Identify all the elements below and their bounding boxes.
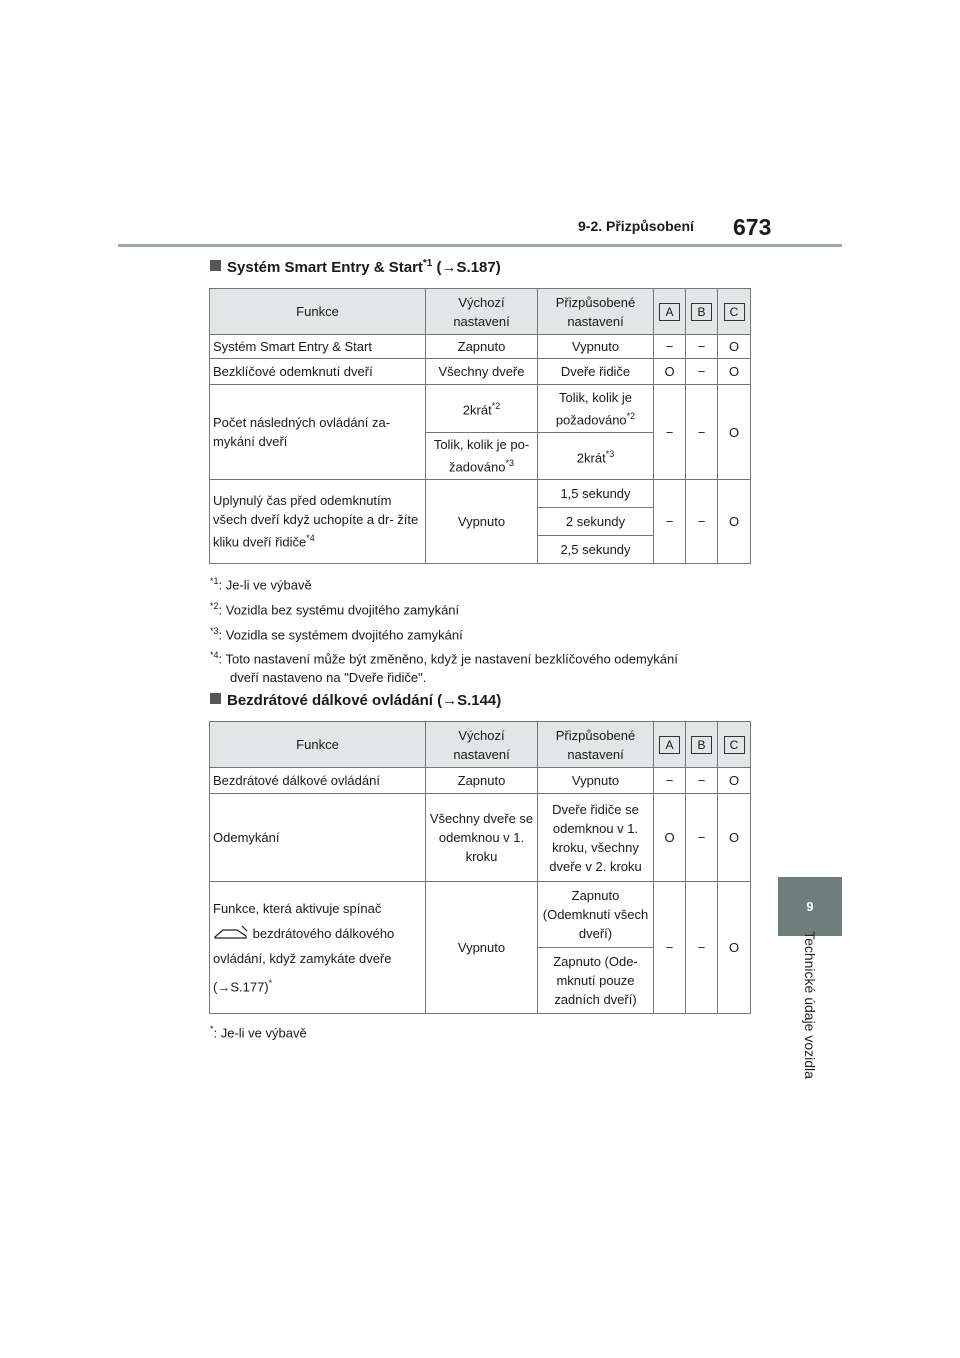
table-row: Bezklíčové odemknutí dveří Všechny dveře Dveře řidiče O − O: [210, 359, 751, 385]
header-c: C: [718, 289, 751, 335]
table-row: Funkce, která aktivuje spínač bezdrátového dálkového ovládání, když zamykáte dveře (→S.177)* Vypnuto Zapnuto (Odemknutí všech dveří) − − O: [210, 882, 751, 948]
page-number: 673: [733, 214, 772, 240]
header-func: Funkce: [210, 722, 426, 768]
table-header-row: [210, 722, 751, 768]
remote-control-table: [209, 721, 751, 1014]
bullet-square-icon: [210, 260, 221, 271]
header-custom: Přizpůsobené nastavení: [538, 289, 654, 335]
table-row: 2 sekundy: [210, 508, 751, 536]
header-divider: [118, 244, 842, 247]
section1-heading: Systém Smart Entry & Start$^{*1}$ (→S.187): [210, 258, 501, 276]
bullet-square-icon: [210, 693, 221, 704]
header-b: B: [686, 722, 718, 768]
header-b: B: [686, 289, 718, 335]
header-a: A: [654, 722, 686, 768]
chapter-label: Technické údaje vozidla: [802, 931, 818, 1079]
header-c: C: [718, 722, 751, 768]
footnote: $^{*1}$: Je-li ve výbavě: [210, 576, 312, 593]
table-header-row: [210, 289, 751, 335]
table-row: Tolik, kolik je po- žadováno$^{*3}$ 2krát$^{*3}$: [210, 433, 751, 480]
section2-heading: Bezdrátové dálkové ovládání (→S.144): [210, 692, 501, 709]
section-title: 9-2. Přizpůsobení: [578, 218, 694, 234]
header-default: Výchozí nastavení: [426, 289, 538, 335]
header-a: A: [654, 289, 686, 335]
footnote: *: Je-li ve výbavě: [210, 1024, 307, 1041]
table-row: Uplynulý čas před odemknutím všech dveří když uchopíte a dr- žíte kliku dveří řidiče$^{*4}$ Vypnuto 1,5 sekundy − − O: [210, 480, 751, 508]
table-row: Počet následných ovládání za- mykání dveří 2krát$^{*2}$ Tolik, kolik je požadováno$^{*2}$ − − O: [210, 385, 751, 433]
header-func: Funkce: [210, 289, 426, 335]
smart-entry-table: [209, 288, 751, 564]
footnote: $^{*3}$: Vozidla se systémem dvojitého zamykání: [210, 626, 463, 643]
table-row: 2,5 sekundy: [210, 536, 751, 564]
chapter-tab: 9: [778, 877, 842, 936]
header-custom: Přizpůsobené nastavení: [538, 722, 654, 768]
table-row: Odemykání Všechny dveře se odemknou v 1. kroku Dveře řidiče se odemknou v 1. kroku, všechny dveře v 2. kroku O − O: [210, 794, 751, 882]
footnote: $^{*2}$: Vozidla bez systému dvojitého zamykání: [210, 601, 460, 618]
table-row: Systém Smart Entry & Start Zapnuto Vypnuto − − O: [210, 335, 751, 359]
car-lock-icon: [213, 925, 249, 939]
table-row: Zapnuto (Ode- mknutí pouze zadních dveří): [210, 948, 751, 1014]
table-row: Bezdrátové dálkové ovládání Zapnuto Vypnuto − − O: [210, 768, 751, 794]
header-default: Výchozí nastavení: [426, 722, 538, 768]
footnote: $^{*4}$: Toto nastavení může být změněno, když je nastavení bezklíčového odemykání dveří nastaveno na "Dveře řidiče".: [210, 650, 678, 686]
